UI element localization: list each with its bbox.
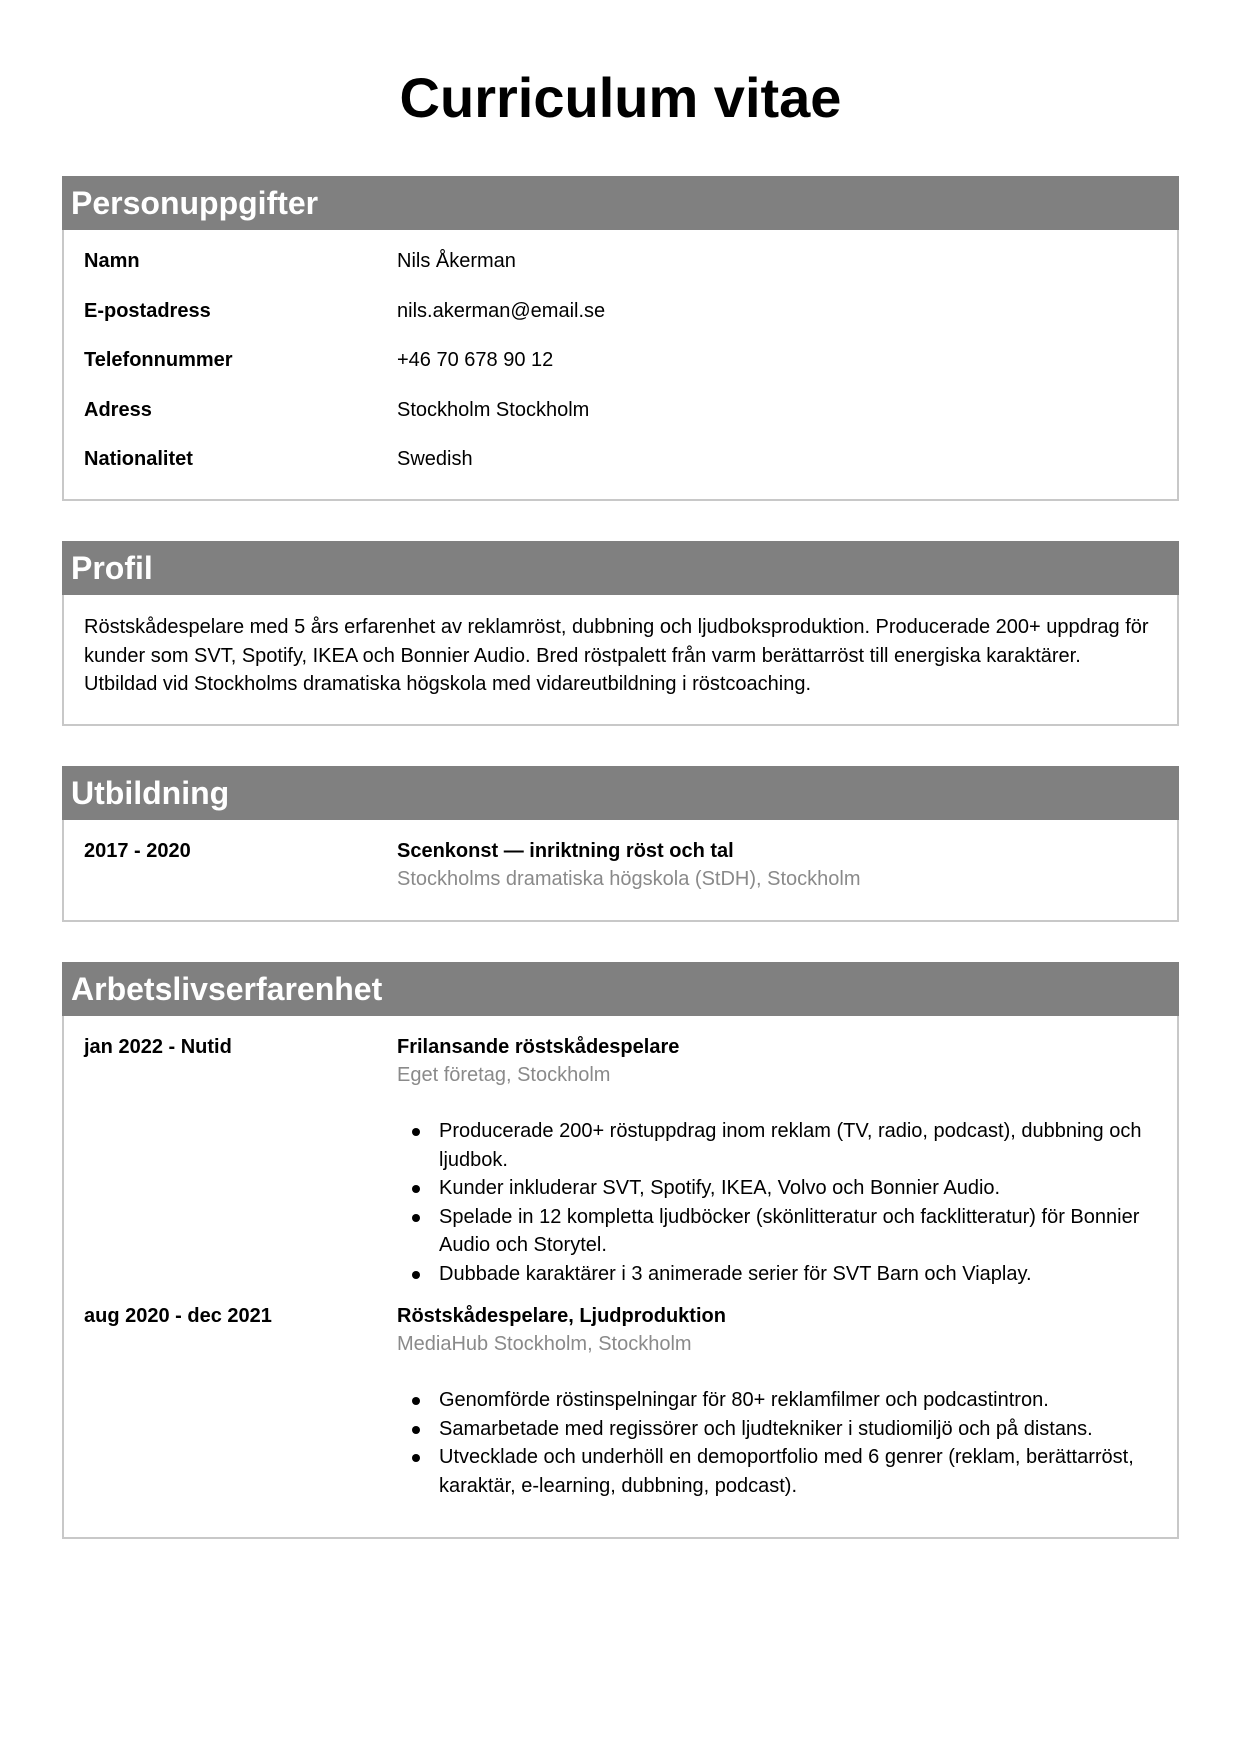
achievement-item (439, 1260, 1157, 1289)
bullet-icon (412, 1397, 420, 1405)
education-section (62, 766, 1179, 922)
info-value: Stockholm Stockholm (397, 398, 590, 421)
bullet-icon (412, 1185, 420, 1193)
info-row-email (84, 300, 1157, 350)
job-title: Röstskådespelare, Ljudproduktion (397, 1305, 726, 1327)
info-label: E-postadress (84, 299, 211, 322)
personal-info-section (62, 176, 1179, 501)
achievement-text: Genomförde röstinspelningar för 80+ reklamfilmer och podcastintron. (439, 1389, 1049, 1411)
education-details (397, 837, 1157, 893)
employer: MediaHub Stockholm, Stockholm (397, 1333, 692, 1355)
achievement-item (439, 1203, 1157, 1260)
info-row-nationality (84, 448, 1157, 498)
info-value: +46 70 678 90 12 (397, 349, 554, 371)
experience-entry (84, 1302, 1157, 1500)
achievement-text: Producerade 200+ röstuppdrag inom reklam (TV, radio, podcast), dubbning och ljudbok. (439, 1120, 1142, 1171)
experience-section (62, 962, 1179, 1539)
experience-date: aug 2020 - dec 2021 (84, 1305, 272, 1327)
education-institution: Stockholms dramatiska högskola (StDH), Stockholm (397, 868, 861, 890)
bullet-icon (412, 1454, 420, 1462)
experience-entry (84, 1033, 1157, 1288)
experience-heading: Arbetslivserfarenhet (62, 962, 1179, 1016)
bullet-icon (412, 1128, 420, 1136)
profile-body (64, 595, 1177, 719)
achievement-item (439, 1117, 1157, 1174)
bullet-icon (412, 1271, 420, 1279)
personal-info-heading: Personuppgifter (62, 176, 1179, 230)
experience-date: jan 2022 - Nutid (84, 1036, 232, 1058)
education-entry (84, 837, 1157, 893)
page-title: Curriculum vitae (399, 66, 842, 129)
profile-text: Röstskådespelare med 5 års erfarenhet av reklamröst, dubbning och ljudboksproduktion. Producerade 200+ uppdrag för kunder som SVT, Spotify, IKEA och Bonnier Audio. Bred röstpalett från varm berättarröst till energiska karaktärer. Utbildad vid Stockholms dramatiska högskola med vidareutbildning i röstcoaching. (84, 616, 1149, 695)
achievement-text: Samarbetade med regissörer och ljudtekniker i studiomiljö och på distans. (439, 1417, 1093, 1440)
achievement-item (439, 1443, 1157, 1500)
achievement-text: Spelade in 12 kompletta ljudböcker (skönlitteratur och facklitteratur) för Bonnier Audio och Storytel. (439, 1205, 1140, 1256)
info-value: nils.akerman@email.se (397, 299, 606, 322)
info-row-name (84, 250, 1157, 300)
achievement-text: Dubbade karaktärer i 3 animerade serier för SVT Barn och Viaplay. (439, 1262, 1032, 1285)
info-row-address (84, 399, 1157, 449)
info-label: Adress (84, 398, 152, 421)
bullet-icon (412, 1426, 420, 1434)
info-value: Nils Åkerman (397, 250, 516, 272)
education-heading: Utbildning (62, 766, 1179, 820)
personal-info-body (64, 230, 1177, 516)
achievement-item (439, 1174, 1157, 1203)
info-label: Telefonnummer (84, 349, 233, 371)
profile-heading: Profil (62, 541, 1179, 595)
bullet-icon (412, 1214, 420, 1222)
job-title: Frilansande röstskådespelare (397, 1036, 680, 1058)
info-label: Namn (84, 250, 140, 272)
achievement-list (397, 1386, 1157, 1500)
achievement-list (397, 1117, 1157, 1288)
achievement-item (439, 1415, 1157, 1444)
achievement-item (439, 1386, 1157, 1415)
achievement-text: Kunder inkluderar SVT, Spotify, IKEA, Volvo och Bonnier Audio. (439, 1177, 1001, 1199)
achievement-text: Utvecklade och underhöll en demoportfolio med 6 genrer (reklam, berättarröst, karaktär, e-learning, dubbning, podcast). (439, 1446, 1134, 1497)
employer: Eget företag, Stockholm (397, 1064, 611, 1086)
experience-body (64, 1016, 1177, 1518)
education-title: Scenkonst — inriktning röst och tal (397, 840, 734, 862)
education-body (64, 820, 1177, 911)
experience-details (397, 1033, 1157, 1288)
info-value: Swedish (397, 448, 473, 470)
info-label: Nationalitet (84, 448, 193, 470)
education-date: 2017 - 2020 (84, 840, 191, 862)
info-row-phone (84, 349, 1157, 399)
profile-section (62, 541, 1179, 726)
experience-details (397, 1302, 1157, 1500)
